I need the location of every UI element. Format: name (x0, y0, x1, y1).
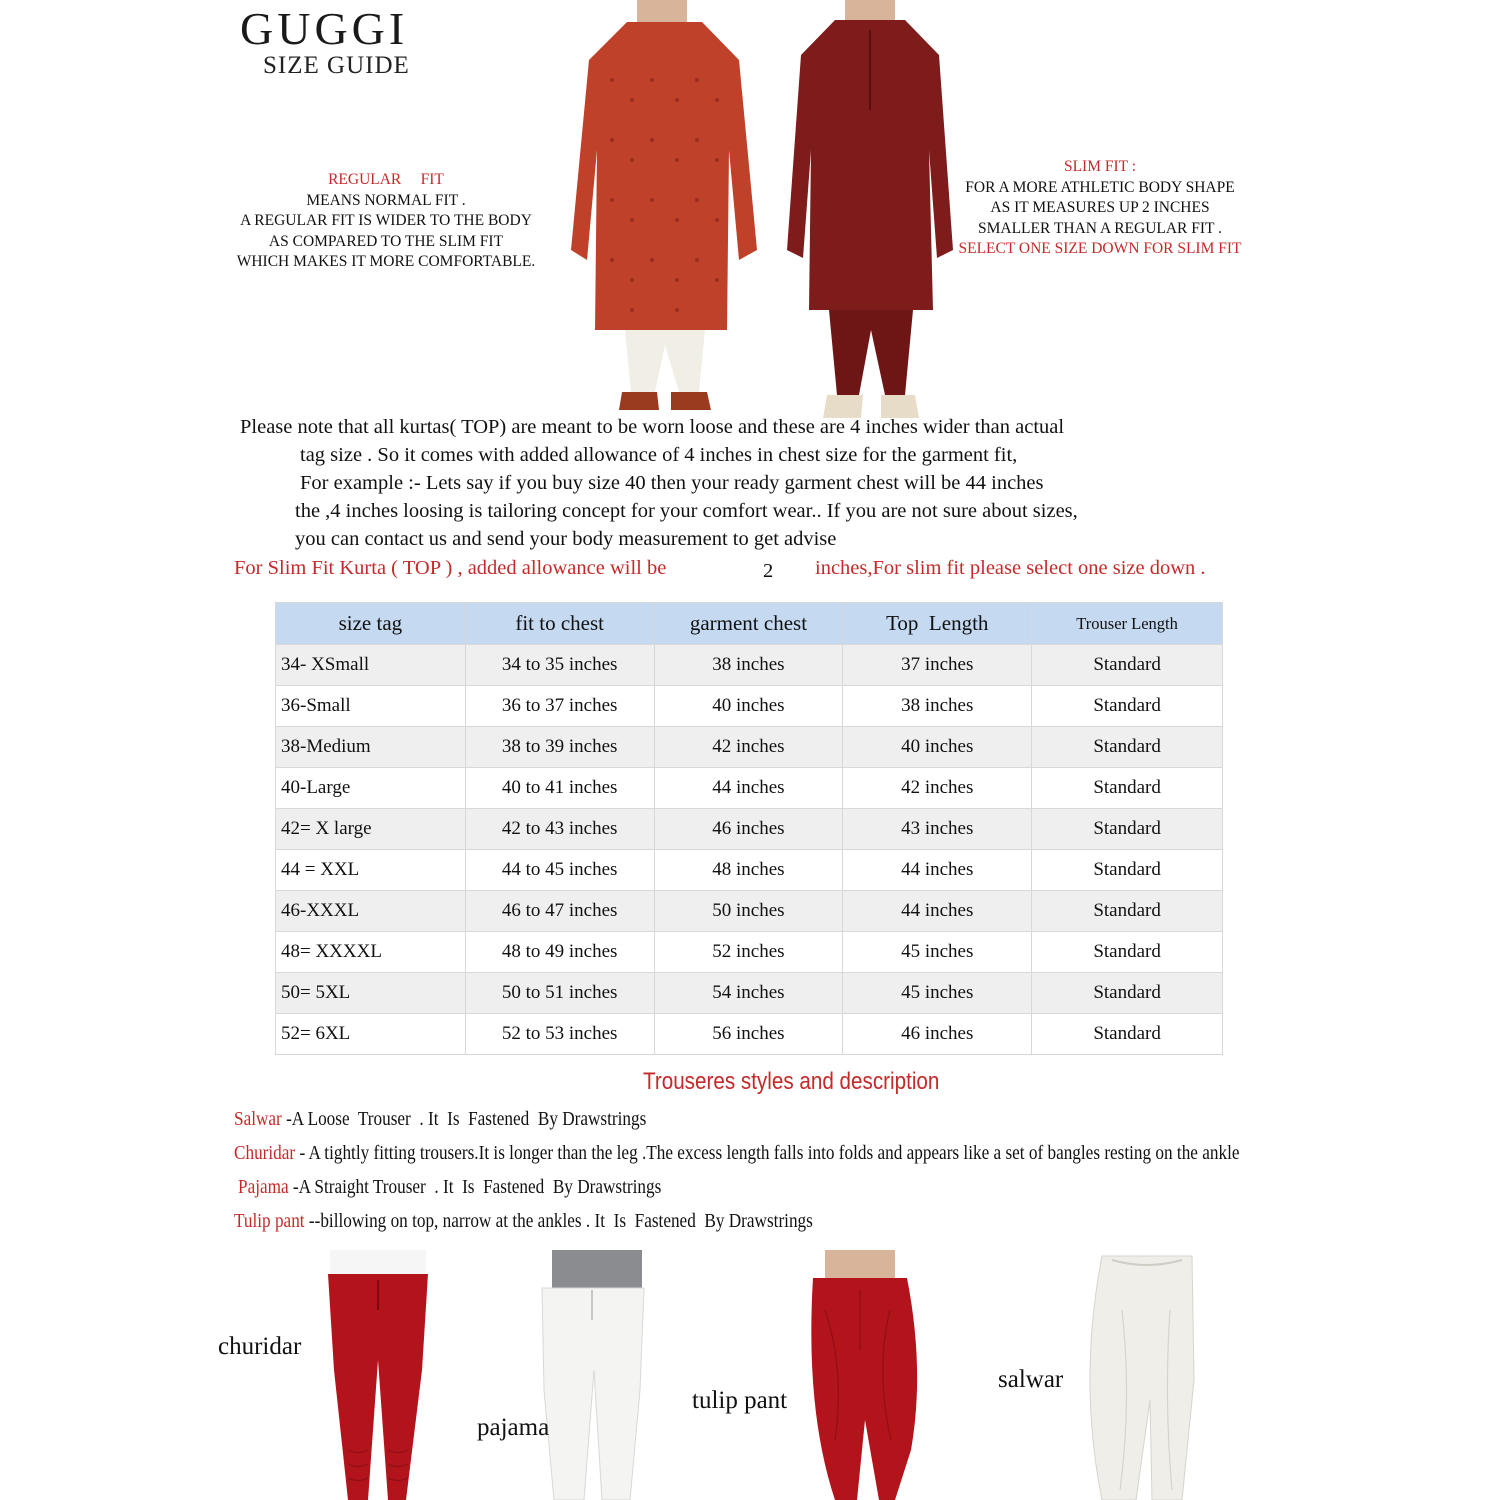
table-row (276, 850, 1223, 891)
cell-garment-chest: 54 inches (654, 973, 843, 1014)
note-line-2: tag size . So it comes with added allowance of 4 inches in chest size for the garment fit, (300, 444, 1018, 466)
cell-trouser-length: Standard (1032, 768, 1223, 809)
trouser-desc-salwar (234, 1108, 646, 1131)
cell-top-length: 45 inches (843, 932, 1032, 973)
trouser-desc-tulip (234, 1210, 813, 1233)
cell-garment-chest: 44 inches (654, 768, 843, 809)
trousers-heading: Trouseres styles and description (643, 1068, 940, 1095)
cell-size-tag: 36-Small (276, 686, 466, 727)
cell-garment-chest: 48 inches (654, 850, 843, 891)
cell-trouser-length: Standard (1032, 891, 1223, 932)
slim-fit-heading: SLIM FIT : (1063, 158, 1137, 175)
slim-note-part2: inches,For slim fit please select one size down . (815, 557, 1206, 579)
table-row (276, 645, 1223, 686)
regular-fit-line: MEANS NORMAL FIT . (306, 191, 466, 209)
cell-size-tag: 38-Medium (276, 727, 466, 768)
cell-garment-chest: 46 inches (654, 809, 843, 850)
header-garment-chest: garment chest (654, 603, 843, 645)
cell-fit-to-chest: 40 to 41 inches (465, 768, 654, 809)
header-size-tag: size tag (276, 603, 466, 645)
regular-fit-note (236, 170, 536, 273)
cell-garment-chest: 50 inches (654, 891, 843, 932)
cell-fit-to-chest: 46 to 47 inches (465, 891, 654, 932)
table-row (276, 932, 1223, 973)
cell-fit-to-chest: 42 to 43 inches (465, 809, 654, 850)
cell-size-tag: 48= XXXXL (276, 932, 466, 973)
tulip-pant-label: tulip pant (692, 1387, 788, 1414)
size-guide-title: SIZE GUIDE (263, 52, 410, 79)
cell-size-tag: 42= X large (276, 809, 466, 850)
cell-fit-to-chest: 34 to 35 inches (465, 645, 654, 686)
trouser-desc: -A Straight Trouser . It Is Fastened By Drawstrings (288, 1176, 662, 1198)
churidar-image (322, 1250, 434, 1500)
cell-top-length: 42 inches (843, 768, 1032, 809)
cell-garment-chest: 40 inches (654, 686, 843, 727)
header-fit-to-chest: fit to chest (465, 603, 654, 645)
cell-trouser-length: Standard (1032, 727, 1223, 768)
regular-fit-kurta-image (567, 0, 762, 412)
cell-size-tag: 46-XXXL (276, 891, 466, 932)
table-row (276, 973, 1223, 1014)
pajama-image (522, 1250, 650, 1500)
size-table (275, 602, 1223, 1055)
cell-garment-chest: 56 inches (654, 1014, 843, 1055)
salwar-image (1072, 1250, 1202, 1500)
cell-top-length: 44 inches (843, 850, 1032, 891)
trouser-desc-churidar (234, 1142, 1239, 1165)
slim-fit-line: FOR A MORE ATHLETIC BODY SHAPE (965, 178, 1235, 196)
cell-trouser-length: Standard (1032, 850, 1223, 891)
note-line-4: the ,4 inches loosing is tailoring concept for your comfort wear.. If you are not sure about sizes, (295, 500, 1078, 522)
slim-allowance-value: 2 (763, 560, 774, 582)
slim-fit-kurta-image (783, 0, 958, 422)
regular-fit-line: A REGULAR FIT IS WIDER TO THE BODY (240, 212, 532, 229)
cell-top-length: 43 inches (843, 809, 1032, 850)
brand-name: GUGGI (240, 3, 409, 54)
cell-top-length: 44 inches (843, 891, 1032, 932)
table-row (276, 727, 1223, 768)
cell-garment-chest: 38 inches (654, 645, 843, 686)
table-header-row (276, 603, 1223, 645)
table-row (276, 891, 1223, 932)
cell-top-length: 45 inches (843, 973, 1032, 1014)
slim-fit-select-note: SELECT ONE SIZE DOWN FOR SLIM FIT (958, 240, 1242, 257)
cell-top-length: 46 inches (843, 1014, 1032, 1055)
cell-size-tag: 52= 6XL (276, 1014, 466, 1055)
cell-trouser-length: Standard (1032, 645, 1223, 686)
salwar-label: salwar (998, 1366, 1064, 1393)
cell-fit-to-chest: 52 to 53 inches (465, 1014, 654, 1055)
trouser-desc: - A tightly fitting trousers.It is longer than the leg .The excess length falls into folds and appears like a set of bangles resting on the ankle (295, 1142, 1240, 1164)
slim-note-part1: For Slim Fit Kurta ( TOP ) , added allowance will be (234, 557, 667, 579)
trouser-term: Tulip pant (234, 1210, 305, 1232)
note-line-1: Please note that all kurtas( TOP) are meant to be worn loose and these are 4 inches wider than actual (240, 416, 1065, 438)
cell-top-length: 37 inches (843, 645, 1032, 686)
regular-fit-line: AS COMPARED TO THE SLIM FIT (268, 232, 504, 250)
cell-top-length: 38 inches (843, 686, 1032, 727)
table-row (276, 686, 1223, 727)
cell-trouser-length: Standard (1032, 932, 1223, 973)
tulip-pant-image (795, 1250, 925, 1500)
trouser-term: Churidar (234, 1142, 296, 1164)
table-row (276, 809, 1223, 850)
trouser-desc-pajama (238, 1176, 661, 1199)
header-trouser-length: Trouser Length (1032, 603, 1223, 645)
cell-top-length: 40 inches (843, 727, 1032, 768)
cell-size-tag: 40-Large (276, 768, 466, 809)
cell-size-tag: 34- XSmall (276, 645, 466, 686)
slim-fit-line: AS IT MEASURES UP 2 INCHES (990, 199, 1210, 216)
table-row (276, 768, 1223, 809)
cell-fit-to-chest: 50 to 51 inches (465, 973, 654, 1014)
note-line-3: For example :- Lets say if you buy size 40 then your ready garment chest will be 44 inches (300, 472, 1044, 494)
regular-fit-heading: REGULAR FIT (328, 171, 444, 188)
cell-fit-to-chest: 48 to 49 inches (465, 932, 654, 973)
cell-fit-to-chest: 36 to 37 inches (465, 686, 654, 727)
slim-fit-line: SMALLER THAN A REGULAR FIT . (977, 219, 1222, 237)
cell-garment-chest: 42 inches (654, 727, 843, 768)
cell-trouser-length: Standard (1032, 809, 1223, 850)
cell-size-tag: 44 = XXL (276, 850, 466, 891)
slim-fit-note (945, 157, 1255, 260)
cell-trouser-length: Standard (1032, 1014, 1223, 1055)
cell-size-tag: 50= 5XL (276, 973, 466, 1014)
cell-trouser-length: Standard (1032, 686, 1223, 727)
pajama-label: pajama (477, 1414, 550, 1441)
regular-fit-line: WHICH MAKES IT MORE COMFORTABLE. (236, 253, 536, 270)
trouser-term: Pajama (238, 1176, 289, 1198)
trouser-term: Salwar (234, 1108, 282, 1130)
cell-fit-to-chest: 44 to 45 inches (465, 850, 654, 891)
trouser-desc: --billowing on top, narrow at the ankles . It Is Fastened By Drawstrings (304, 1210, 813, 1232)
churidar-label: churidar (218, 1333, 302, 1360)
table-row (276, 1014, 1223, 1055)
cell-garment-chest: 52 inches (654, 932, 843, 973)
note-line-5: you can contact us and send your body measurement to get advise (295, 528, 837, 550)
trouser-desc: -A Loose Trouser . It Is Fastened By Drawstrings (281, 1108, 647, 1130)
cell-fit-to-chest: 38 to 39 inches (465, 727, 654, 768)
header-top-length: Top Length (843, 603, 1032, 645)
cell-trouser-length: Standard (1032, 973, 1223, 1014)
